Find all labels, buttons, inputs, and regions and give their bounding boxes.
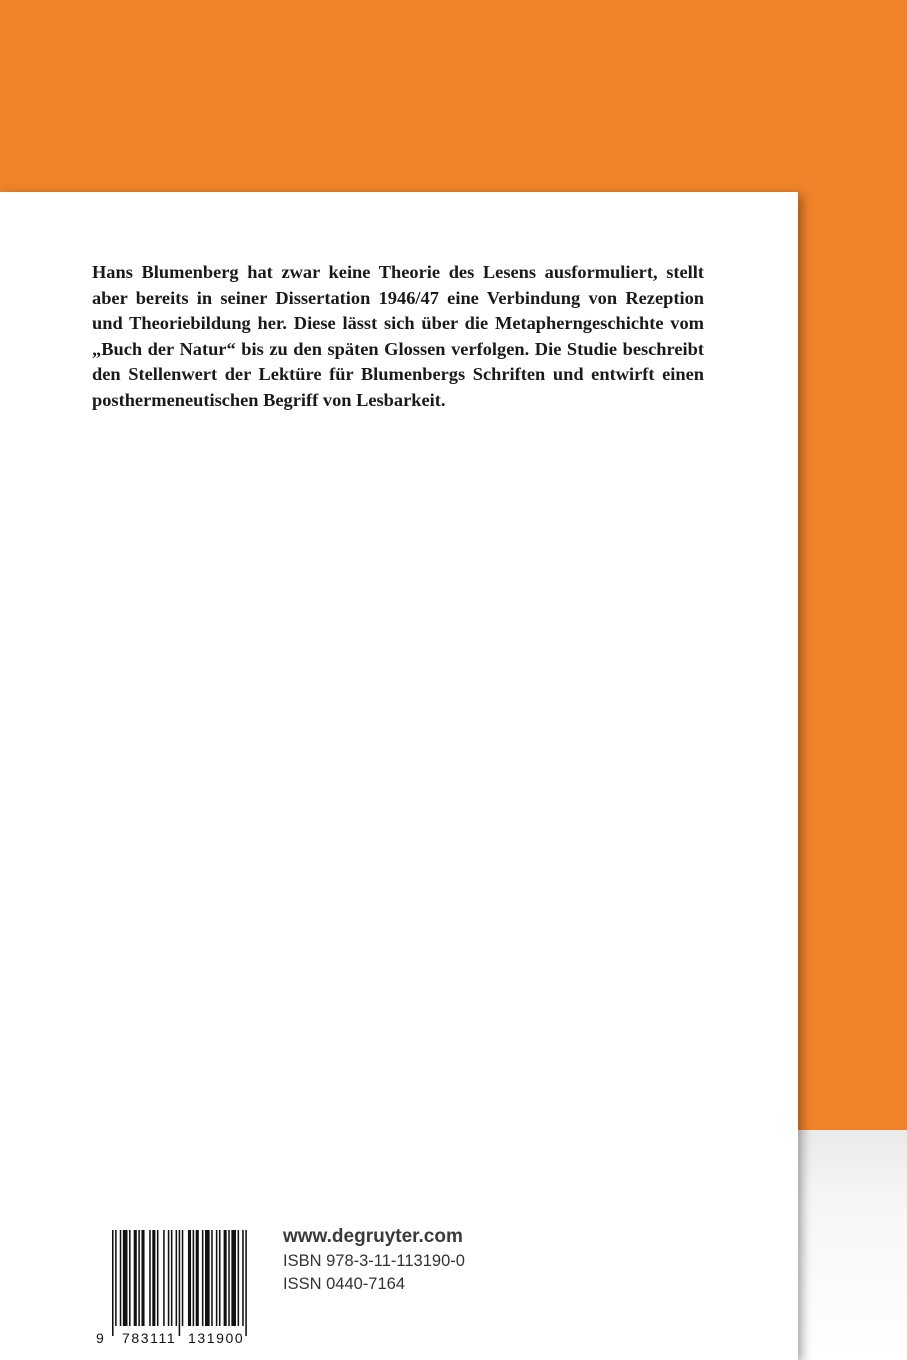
publisher-info [283, 1224, 465, 1296]
barcode-lead-digit: 9 [96, 1330, 106, 1346]
barcode-bar [224, 1230, 227, 1326]
blurb-text [92, 260, 704, 413]
barcode-bar [134, 1230, 137, 1326]
barcode-bar [176, 1230, 178, 1326]
barcode-bar [188, 1230, 191, 1326]
barcode-bars [112, 1230, 252, 1338]
barcode-bar [182, 1230, 184, 1326]
blurb-line: aber bereits in seiner Dissertation 1946/47 eine Verbindung von Rezeption [92, 287, 704, 308]
barcode-bar [149, 1230, 151, 1326]
barcode-bar [193, 1230, 195, 1326]
isbn-text: ISBN 978-3-11-113190-0 [283, 1252, 465, 1270]
barcode-bar [138, 1230, 140, 1326]
barcode-bar [115, 1230, 117, 1326]
isbn-barcode [96, 1230, 268, 1350]
barcode-bar [168, 1230, 170, 1326]
barcode-bar [228, 1230, 230, 1326]
barcode-left-digits: 783111 [122, 1330, 177, 1346]
blurb-line: Hans Blumenberg hat zwar keine Theorie des Lesens ausformuliert, stellt [92, 262, 704, 282]
barcode-bar [216, 1230, 218, 1326]
barcode-bar [242, 1230, 244, 1326]
barcode-bar [231, 1230, 236, 1326]
barcode-right-digits: 131900 [188, 1330, 245, 1346]
barcode-bar [129, 1230, 131, 1326]
barcode-bar [179, 1230, 181, 1336]
barcode-bar [202, 1230, 204, 1326]
blurb-line: „Buch der Natur“ bis zu den späten Glossen verfolgen. Die Studie beschreibt [92, 338, 704, 359]
barcode-bar [238, 1230, 240, 1326]
barcode-bar [152, 1230, 155, 1326]
publisher-url[interactable]: www.degruyter.com [283, 1226, 463, 1247]
barcode-bar [157, 1230, 159, 1326]
barcode-bar [123, 1230, 128, 1326]
barcode-bar [211, 1230, 213, 1326]
barcode-bar [196, 1230, 199, 1326]
issn-text: ISSN 0440-7164 [283, 1275, 406, 1293]
blurb-line: posthermeneutischen Begriff von Lesbarkeit. [92, 389, 446, 410]
barcode-bar [112, 1230, 114, 1336]
cover-edge-strip [798, 1130, 907, 1360]
barcode-bar [171, 1230, 173, 1326]
barcode-bar [205, 1230, 210, 1326]
blurb-line: den Stellenwert der Lektüre für Blumenbergs Schriften und entwirft einen [92, 364, 704, 384]
blurb-line: und Theoriebildung her. Diese lässt sich über die Metapherngeschichte vom [92, 313, 704, 333]
barcode-bar [163, 1230, 165, 1326]
barcode-bar [245, 1230, 247, 1336]
barcode-bar [219, 1230, 221, 1326]
barcode-bar [141, 1230, 144, 1326]
barcode-bar [120, 1230, 122, 1326]
